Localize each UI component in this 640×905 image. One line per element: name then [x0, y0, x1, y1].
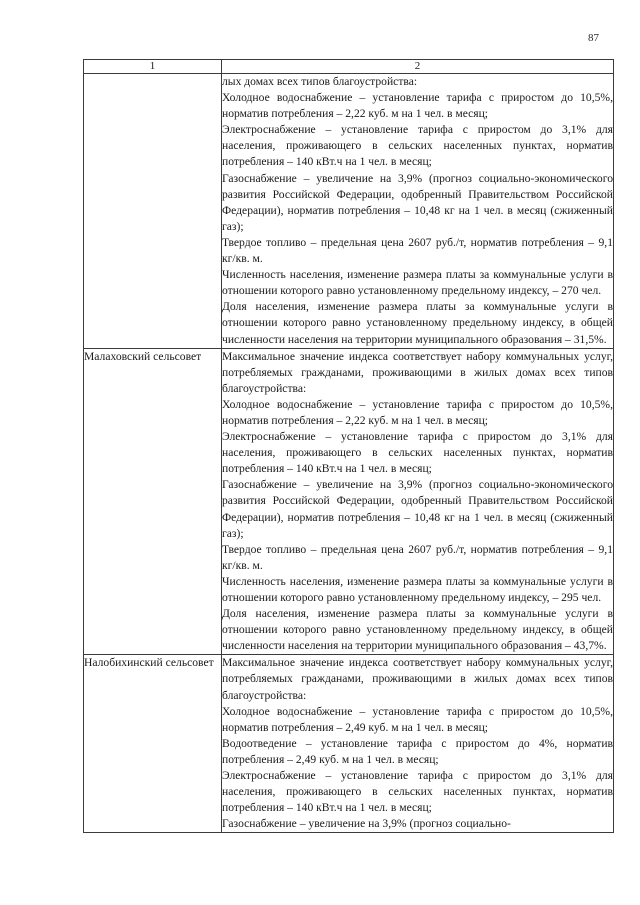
- text-line: Доля населения, изменение размера платы за коммунальные услуги в отношении которого равно установленному предельному индексу, в общей численности населения на территории муниципального образования – 31,5%.: [222, 300, 613, 346]
- text-line: Максимальное значение индекса соответствует набору коммунальных услуг, потребляемых гражданами, проживающими в жилых домах всех типов благоустройства:: [222, 349, 613, 395]
- region-name-cell: Налобихинский сельсовет: [84, 655, 222, 833]
- text-line: Водоотведение – установление тарифа с приростом до 4%, норматив потребления – 2,49 куб. м на 1 чел. в месяц;: [222, 736, 613, 766]
- region-name-cell: Малаховский сельсовет: [84, 348, 222, 655]
- text-line: Численность населения, изменение размера платы за коммунальные услуги в отношении которого равно установленному предельному индексу, – 270 чел.: [222, 268, 613, 298]
- text-line: Холодное водоснабжение – установление тарифа с приростом до 10,5%, норматив потребления – 2,22 куб. м на 1 чел. в месяц;: [222, 397, 613, 427]
- text-line: Холодное водоснабжение – установление тарифа с приростом до 10,5%, норматив потребления – 2,49 куб. м на 1 чел. в месяц;: [222, 704, 613, 734]
- text-line: Холодное водоснабжение – установление тарифа с приростом до 10,5%, норматив потребления – 2,22 куб. м на 1 чел. в месяц;: [222, 91, 613, 121]
- column-number-2: 2: [222, 60, 614, 74]
- region-name-cell: [84, 74, 222, 349]
- text-line: лых домах всех типов благоустройства:: [222, 75, 418, 88]
- text-line: Твердое топливо – предельная цена 2607 руб./т, норматив потребления – 9,1 кг/кв. м.: [222, 542, 613, 572]
- text-line: Доля населения, изменение размера платы за коммунальные услуги в отношении которого равно установленному предельному индексу, в общей численности населения на территории муниципального образования – 43,7%.: [222, 607, 613, 653]
- text-line: Численность населения, изменение размера платы за коммунальные услуги в отношении которого равно установленному предельному индексу, – 295 чел.: [222, 574, 613, 604]
- text-line: Электроснабжение – установление тарифа с приростом до 3,1% для населения, проживающего в сельских населенных пунктах, норматив потребления – 140 кВт.ч на 1 чел. в месяц;: [222, 430, 613, 476]
- table-header-row: [84, 60, 614, 74]
- text-line: Твердое топливо – предельная цена 2607 руб./т, норматив потребления – 9,1 кг/кв. м.: [222, 235, 613, 266]
- table-row: [84, 74, 614, 349]
- column-number-1: 1: [84, 60, 222, 74]
- text-line: Электроснабжение – установление тарифа с приростом до 3,1% для населения, проживающего в сельских населенных пунктах, норматив потребления – 140 кВт.ч на 1 чел. в месяц;: [222, 769, 613, 815]
- text-line: Газоснабжение – увеличение на 3,9% (прогноз социально-: [222, 817, 511, 831]
- region-description-cell: [222, 74, 614, 349]
- region-description-cell: [222, 655, 614, 833]
- indices-table: [83, 59, 614, 833]
- text-line: Газоснабжение – увеличение на 3,9% (прогноз социально-экономического развития Российской Федерации, одобренный Правительством Российской Федерации), норматив потребления – 10,48 кг на 1 чел. в месяц (сжиженный газ);: [222, 478, 613, 540]
- table-row: [84, 655, 614, 833]
- table-row: [84, 348, 614, 655]
- text-line: Электроснабжение – установление тарифа с приростом до 3,1% для населения, проживающего в сельских населенных пунктах, норматив потребления – 140 кВт.ч на 1 чел. в месяц;: [222, 123, 613, 169]
- page-number: 87: [588, 32, 599, 44]
- region-description-cell: [222, 348, 614, 655]
- text-line: Максимальное значение индекса соответствует набору коммунальных услуг, потребляемых гражданами, проживающими в жилых домах всех типов благоустройства:: [222, 656, 613, 702]
- text-line: Газоснабжение – увеличение на 3,9% (прогноз социально-экономического развития Российской Федерации, одобренный Правительством Российской Федерации), норматив потребления – 10,48 кг на 1 чел. в месяц (сжиженный газ);: [222, 171, 613, 233]
